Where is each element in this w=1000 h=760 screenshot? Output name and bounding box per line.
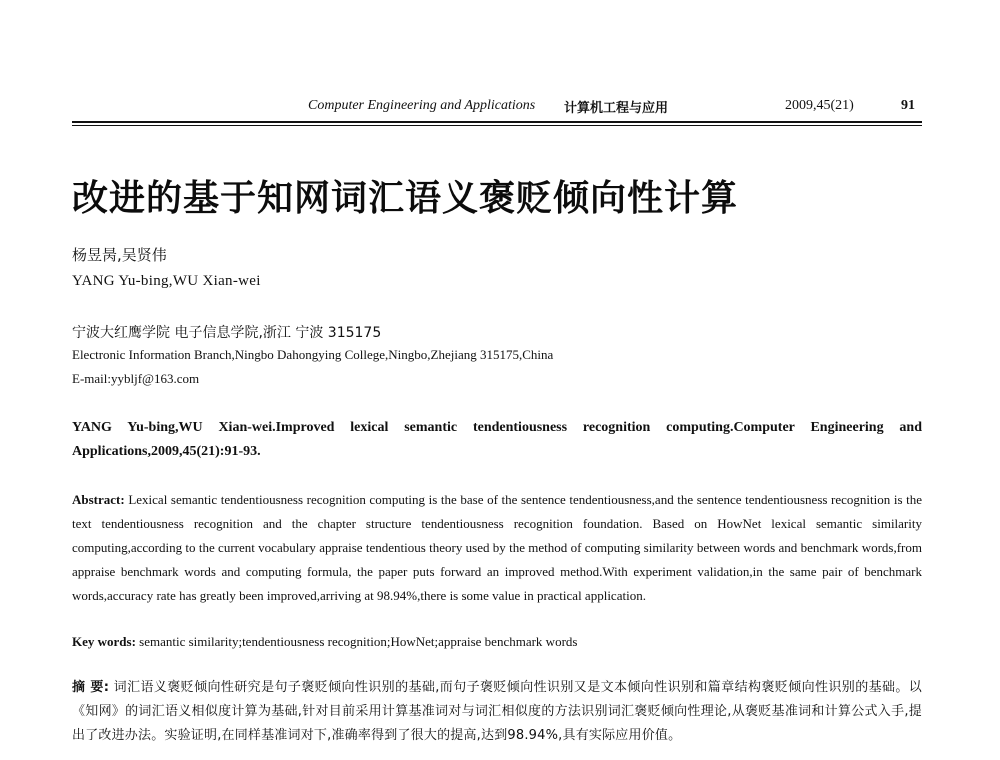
abstract-cn <box>72 676 922 748</box>
citation: YANG Yu-bing,WU Xian-wei.Improved lexical semantic tendentiousness recognition computing.Computer Engineering and Applications,2009,45(21):91-93. <box>72 420 922 459</box>
author-email: E-mail:yybljf@163.com <box>72 371 200 386</box>
abstract-en <box>72 488 922 608</box>
authors-en: YANG Yu-bing,WU Xian-wei <box>72 273 261 289</box>
header-rule <box>72 121 922 123</box>
header-rule-thin <box>72 125 922 126</box>
journal-name-cn: 计算机工程与应用 <box>564 101 669 116</box>
issue-info: 2009,45(21) <box>785 98 854 113</box>
abstract-cn-text: 词汇语义褒贬倾向性研究是句子褒贬倾向性识别的基础,而句子褒贬倾向性识别又是文本倾向性识别和篇章结构褒贬倾向性识别的基础。以《知网》的词汇语义相似度计算为基础,针对目前采用计算基准词对与词汇相似度的方法识别词汇褒贬倾向性理论,从褒贬基准词和计算公式入手,提出了改进办法。实验证明,在同样基准词对下,准确率得到了很大的提高,达到98.94%,具有实际应用价值。 <box>72 680 922 743</box>
journal-name-en: Computer Engineering and Applications <box>308 98 536 113</box>
page-number: 91 <box>901 98 915 113</box>
affiliation-en: Electronic Information Branch,Ningbo Dahongying College,Ningbo,Zhejiang 315175,China <box>72 347 554 362</box>
affiliation-cn: 宁波大红鹰学院 电子信息学院,浙江 宁波 315175 <box>72 325 382 341</box>
keywords-en-label: Key words: <box>72 634 136 649</box>
keywords-en-text: semantic similarity;tendentiousness recognition;HowNet;appraise benchmark words <box>139 634 578 649</box>
abstract-cn-label: 摘 要: <box>72 680 110 695</box>
keywords-en <box>72 632 922 652</box>
article-title: 改进的基于知网词汇语义褒贬倾向性计算 <box>72 178 739 219</box>
running-header <box>72 96 922 118</box>
authors-cn: 杨昱昺,吴贤伟 <box>72 246 167 264</box>
abstract-en-label: Abstract: <box>72 492 125 507</box>
abstract-en-text: Lexical semantic tendentiousness recognition computing is the base of the sentence tendentiousness,and the sentence tendentiousness recognition is the text tendentiousness recognition and the chapter structure tendentiousness recognition foundation. Based on HowNet lexical semantic similarity computing,according to the current vocabulary appraise tendentious theory used by the method of computing similarity between words and benchmark words,from appraise benchmark words and computing formula, the paper puts forward an improved method.With experiment validation,in the same pair of benchmark words,accuracy rate has greatly been improved,arriving at 98.94%,there is some value in practical application. <box>72 492 923 603</box>
